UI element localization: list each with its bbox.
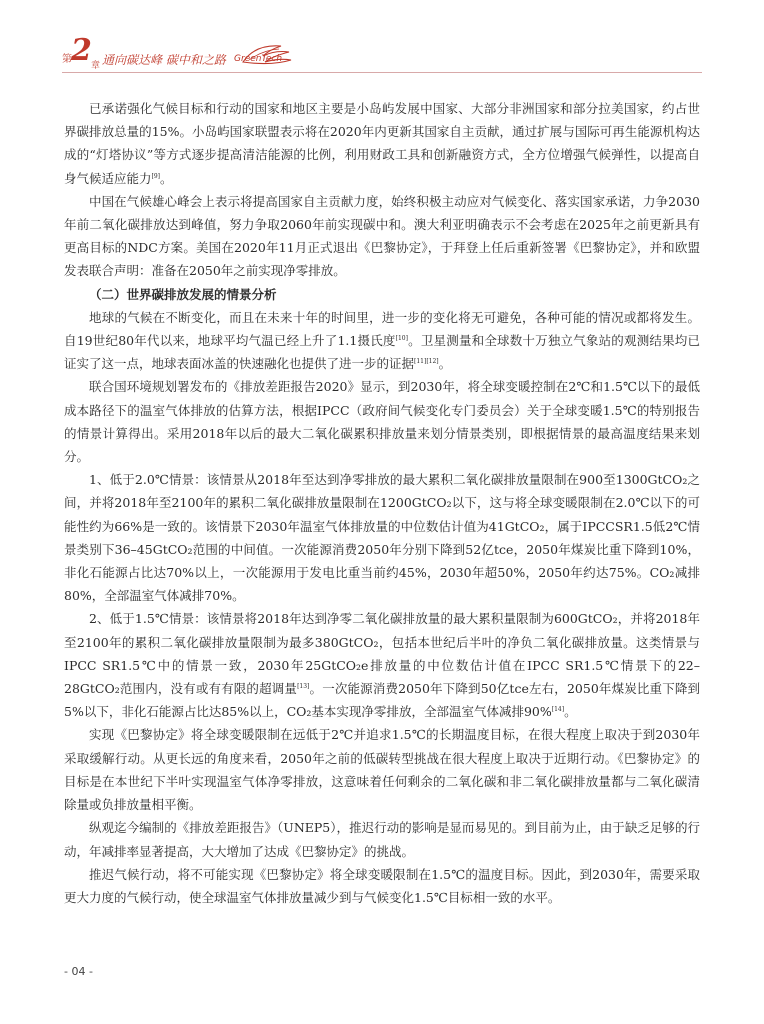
paragraph-text: 中国在气候雄心峰会上表示将提高国家自主贡献力度，始终积极主动应对气候变化、落实国家承诺，力争2030年前二氧化碳排放达到峰值，努力争取2060年前实现碳中和。澳大利亚明确表示不会考虑在2025年之前更新具有更高目标的NDC方案。美国在2020年11月正式退出《巴黎协定》，于拜登上任后重新签署《巴黎协定》，并和欧盟发表联合声明：准备在2050年之前实现净零排放。 xyxy=(64,193,700,279)
citation-ref: [14] xyxy=(551,706,565,714)
body-paragraph xyxy=(64,816,700,862)
citation-ref: [13] xyxy=(297,682,310,690)
paragraph-text: 。 xyxy=(438,356,452,372)
header-title: 通向碳达峰 碳中和之路 xyxy=(102,53,226,67)
paragraph-text: 。卫星测量和全球数十万独立气象站的观测结果均已证实了这一点，地球表面冰盖的快速融化也提供了进一步的证据 xyxy=(64,333,700,372)
paragraph-text: 纵观迄今编制的《排放差距报告》（UNEP5），推迟行动的影响是显而易见的。到目前为止，由于缺乏足够的行动，年减排率显著提高，大大增加了达成《巴黎协定》的挑战。 xyxy=(64,820,700,859)
body-paragraph xyxy=(64,190,700,283)
body-paragraph xyxy=(64,97,700,190)
paragraph-text: 已承诺强化气候目标和行动的国家和地区主要是小岛屿发展中国家、大部分非洲国家和部分拉美国家，约占世界碳排放总量的15%。小岛屿国家联盟表示将在2020年内更新其国家自主贡献，通过扩展与国际可再生能源机构达成的“灯塔协议”等方式逐步提高清洁能源的比例，利用财政工具和创新融资方式，全方位增强气候弹性，以提高自身气候适应能力 xyxy=(64,101,700,186)
paragraph-text: 。一次能源消费2050年下降到50亿tce左右，2050年煤炭比重下降到5%以下，非化石能源占比达85%以上，CO₂基本实现净零排放，全部温室气体减排90% xyxy=(64,681,701,720)
paragraph-text: 联合国环境规划署发布的《排放差距报告2020》显示，到2030年，将全球变暖控制在2℃和1.5℃以下的最低成本路径下的温室气体排放的估算方法，根据IPCC（政府间气候变化专门委员会）关于全球变暖1.5℃的特别报告的情景计算得出。采用2018年以后的最大二氧化碳累积排放量来划分情景类别，即根据情景的最高温度结果来划分。 xyxy=(64,379,700,465)
chapter-suffix: 章 xyxy=(91,61,101,71)
body-paragraph xyxy=(64,468,700,607)
header-divider xyxy=(62,72,702,73)
citation-ref: [10] xyxy=(395,334,408,342)
header-logo-text: GreenTech xyxy=(234,54,283,64)
page-header xyxy=(0,0,764,78)
paragraph-text: 。 xyxy=(160,170,173,186)
paragraph-text: 推迟气候行动，将不可能实现《巴黎协定》将全球变暖限制在1.5℃的温度目标。因此，到2030年，需要采取更大力度的气候行动，使全球温室气体排放量减少到与气候变化1.5℃目标相一致的水平。 xyxy=(64,866,700,905)
body-paragraph xyxy=(64,723,700,816)
page-number: - 04 - xyxy=(64,965,93,978)
body-paragraph xyxy=(64,863,700,909)
body-paragraph xyxy=(64,306,700,376)
citation-ref: [11][12] xyxy=(414,358,439,366)
paragraph-text: 实现《巴黎协定》将全球变暖限制在远低于2℃并追求1.5℃的长期温度目标，在很大程度上取决于到2030年采取缓解行动。从更长远的角度来看，2050年之前的低碳转型挑战在很大程度上取决于近期行动。《巴黎协定》的目标是在本世纪下半叶实现温室气体净零排放，这意味着任何剩余的二氧化碳和非二氧化碳排放量都与二氧化碳清除量或负排放量相平衡。 xyxy=(64,727,700,813)
paragraph-text: 1、低于2.0℃情景：该情景从2018年至达到净零排放的最大累积二氧化碳排放量限制在900至1300GtCO₂之间，并将2018年至2100年的累积二氧化碳排放量限制在1200GtCO₂以下，这与将全球变暖限制在2.0℃以下的可能性约为66%是一致的。该情景下2030年温室气体排放量的中位数估计值为41GtCO₂，属于IPCCSR1.5低2℃情景类别下36–45GtCO₂范围的中间值。一次能源消费2050年分别下降到52亿tce，2050年煤炭比重下降到10%，非化石能源占比达70%以上，一次能源用于发电比重当前约45%，2030年超50%，2050年约达75%。CO₂减排80%，全部温室气体减排70%。 xyxy=(64,472,700,604)
paragraph-text: 。 xyxy=(564,704,577,720)
paragraph-text: 2、低于1.5℃情景：该情景将2018年达到净零二氧化碳排放量的最大累积量限制为600GtCO₂，并将2018年至2100年的累积二氧化碳排放量限制为最多380GtCO₂，包括本世纪后半叶的净负二氧化碳排放量。这类情景与IPCC SR1.5℃中的情景一致，2030年25GtCO₂e排放量的中位数估计值在IPCC SR1.5℃情景下的22–28GtCO₂范围内，没有或有有限的超调量 xyxy=(64,611,700,697)
section-heading: （二）世界碳排放发展的情景分析 xyxy=(89,286,277,302)
paragraph-text: 地球的气候在不断变化，而且在未来十年的时间里，进一步的变化将无可避免，各种可能的情况或都将发生。自19世纪80年代以来，地球平均气温已经上升了1.1摄氏度 xyxy=(64,309,700,349)
body-paragraph xyxy=(64,607,700,723)
chapter-number: 2 xyxy=(71,33,92,68)
body-content xyxy=(64,97,700,909)
chapter-prefix: 第 xyxy=(62,54,72,65)
citation-ref: [9] xyxy=(151,172,161,180)
body-paragraph xyxy=(64,375,700,468)
